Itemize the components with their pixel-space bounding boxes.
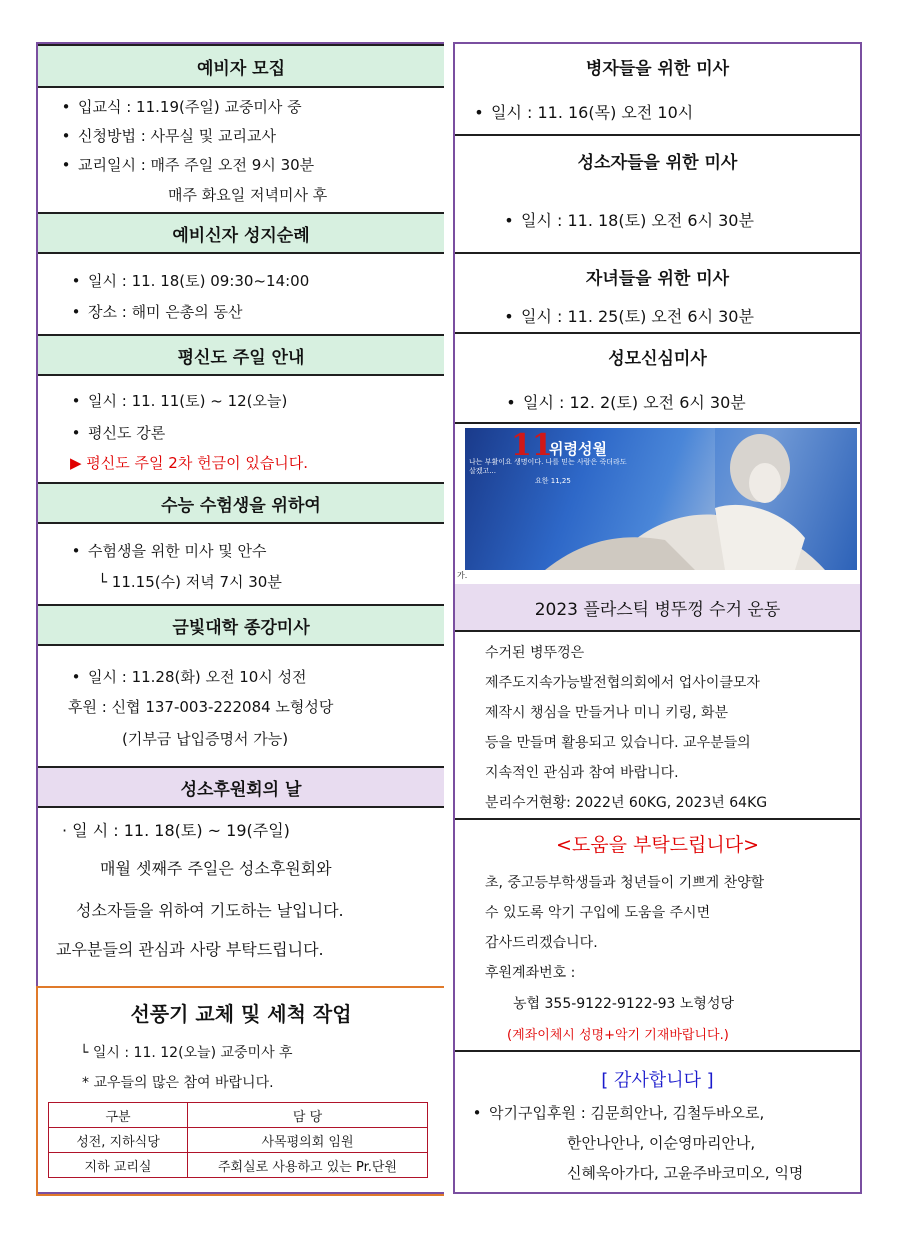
catechumen-item-3: • 교리일시 : 매주 주일 오전 9시 30분 <box>61 156 315 174</box>
sponsors-day-line-2: 성소자들을 위하여 기도하는 날입니다. <box>76 901 344 920</box>
exam-item: • 수험생을 위한 미사 및 안수 <box>71 542 267 560</box>
sponsors-day-date: · 일 시 : 11. 18(토) ~ 19(주일) <box>62 821 290 840</box>
sick-mass-title: 병자들을 위한 미사 <box>585 59 730 79</box>
thanks-line-2: 한안나안나, 이순영마리안나, <box>567 1134 756 1152</box>
divider <box>455 1050 860 1052</box>
catechumen-title: 예비자 모집 <box>38 44 444 88</box>
sponsors-day-line-3: 교우분들의 관심과 사랑 부탁드립니다. <box>56 940 324 959</box>
college-item: • 일시 : 11.28(화) 오전 10시 성전 <box>71 668 307 686</box>
help-line-4: 후원계좌번호 : <box>485 965 576 981</box>
divider <box>455 422 860 424</box>
catechumen-extra: 매주 화요일 저녁미사 후 <box>168 186 328 204</box>
sponsors-day-line-1: 매월 셋째주 주일은 성소후원회와 <box>100 859 332 878</box>
pilgrimage-item-2: • 장소 : 해미 은총의 동산 <box>71 303 243 321</box>
table-row <box>49 1103 428 1128</box>
fan-note: * 교우들의 많은 참여 바랍니다. <box>82 1075 274 1091</box>
catechumen-item-1: • 입교식 : 11.19(주일) 교중미사 중 <box>61 98 302 116</box>
left-column <box>36 42 444 1194</box>
image-quote: 나는 부활이요 생명이다. 나를 믿는 사람은 죽더라도 살겠고... <box>469 458 627 475</box>
help-account-note: (계좌이체시 성명+악기 기재바랍니다.) <box>507 1028 729 1043</box>
caps-line-4: 등을 만들며 활용되고 있습니다. 교우분들의 <box>485 735 751 751</box>
thanks-line-1: • 악기구입후원 : 김문희안나, 김철두바오로, <box>472 1104 765 1122</box>
laity-notice: ▶ 평신도 주일 2차 헌금이 있습니다. <box>70 454 309 472</box>
marian-mass-title: 성모신심미사 <box>608 349 707 369</box>
exam-title: 수능 수험생을 위하여 <box>38 482 444 524</box>
children-mass-item: • 일시 : 11. 25(토) 오전 6시 30분 <box>504 307 754 326</box>
college-title: 금빛대학 종강미사 <box>38 604 444 646</box>
vocation-mass-item: • 일시 : 11. 18(토) 오전 6시 30분 <box>504 211 754 230</box>
laity-item-1: • 일시 : 11. 11(토) ~ 12(오늘) <box>71 392 288 410</box>
vocation-mass-title: 성소자들을 위한 미사 <box>577 153 738 173</box>
laity-title: 평신도 주일 안내 <box>38 334 444 376</box>
table-cell: 지하 교리실 <box>49 1153 188 1178</box>
table-row <box>49 1128 428 1153</box>
divider <box>455 818 860 820</box>
caps-line-2: 제주도지속가능발전협의회에서 업사이클모자 <box>485 675 760 691</box>
help-line-3: 감사드리겠습니다. <box>485 935 598 951</box>
image-caption: 가. <box>457 571 468 580</box>
caps-line-5: 지속적인 관심과 참여 바랍니다. <box>485 765 679 781</box>
college-sponsor: 후원 : 신협 137-003-222084 노형성당 <box>68 698 334 716</box>
fan-date: └ 일시 : 11. 12(오늘) 교중미사 후 <box>80 1045 293 1061</box>
exam-sub: └ 11.15(수) 저녁 7시 30분 <box>98 573 282 591</box>
fan-title: 선풍기 교체 및 세척 작업 <box>130 1002 352 1026</box>
caps-line-1: 수거된 병뚜껑은 <box>485 645 585 661</box>
college-receipt: (기부금 납입증명서 가능) <box>122 730 289 748</box>
help-line-1: 초, 중고등부학생들과 청년들이 기쁘게 찬양할 <box>485 875 765 891</box>
table-header-cell: 담 당 <box>188 1103 428 1128</box>
image-month-title: 위령성월 <box>549 440 607 458</box>
help-title: <도움을 부탁드립니다> <box>555 834 760 856</box>
help-account: 농협 355-9122-9122-93 노형성당 <box>513 996 734 1012</box>
divider <box>455 332 860 334</box>
pieta-image <box>465 428 857 570</box>
image-big-number: 11 <box>511 428 553 463</box>
table-cell: 사목평의회 임원 <box>188 1128 428 1153</box>
divider <box>455 252 860 254</box>
divider <box>455 134 860 136</box>
thanks-line-3: 신혜욱아가다, 고윤주바코미오, 익명 <box>567 1164 804 1182</box>
sponsors-day-title: 성소후원회의 날 <box>38 766 444 808</box>
thanks-title: [ 감사합니다 ] <box>601 1070 714 1091</box>
caps-title: 2023 플라스틱 병뚜껑 수거 운동 <box>455 584 860 632</box>
caps-line-6: 분리수거현황: 2022년 60KG, 2023년 64KG <box>485 795 768 811</box>
help-line-2: 수 있도록 악기 구입에 도움을 주시면 <box>485 905 711 921</box>
marian-mass-item: • 일시 : 12. 2(토) 오전 6시 30분 <box>506 393 746 412</box>
laity-item-2: • 평신도 강론 <box>71 424 166 442</box>
pilgrimage-item-1: • 일시 : 11. 18(토) 09:30~14:00 <box>71 272 310 290</box>
fan-table <box>48 1102 428 1178</box>
pilgrimage-title: 예비신자 성지순례 <box>38 212 444 254</box>
table-row <box>49 1153 428 1178</box>
table-header-cell: 구분 <box>49 1103 188 1128</box>
catechumen-item-2: • 신청방법 : 사무실 및 교리교사 <box>61 127 277 145</box>
image-ref: 요한 11,25 <box>535 477 571 485</box>
caps-line-3: 제작시 챙심을 만들거나 미니 키링, 화분 <box>485 705 729 721</box>
children-mass-title: 자녀들을 위한 미사 <box>585 269 730 289</box>
right-column <box>453 42 862 1194</box>
table-cell: 성전, 지하식당 <box>49 1128 188 1153</box>
table-cell: 주회실로 사용하고 있는 Pr.단원 <box>188 1153 428 1178</box>
sick-mass-item: • 일시 : 11. 16(목) 오전 10시 <box>474 103 694 122</box>
